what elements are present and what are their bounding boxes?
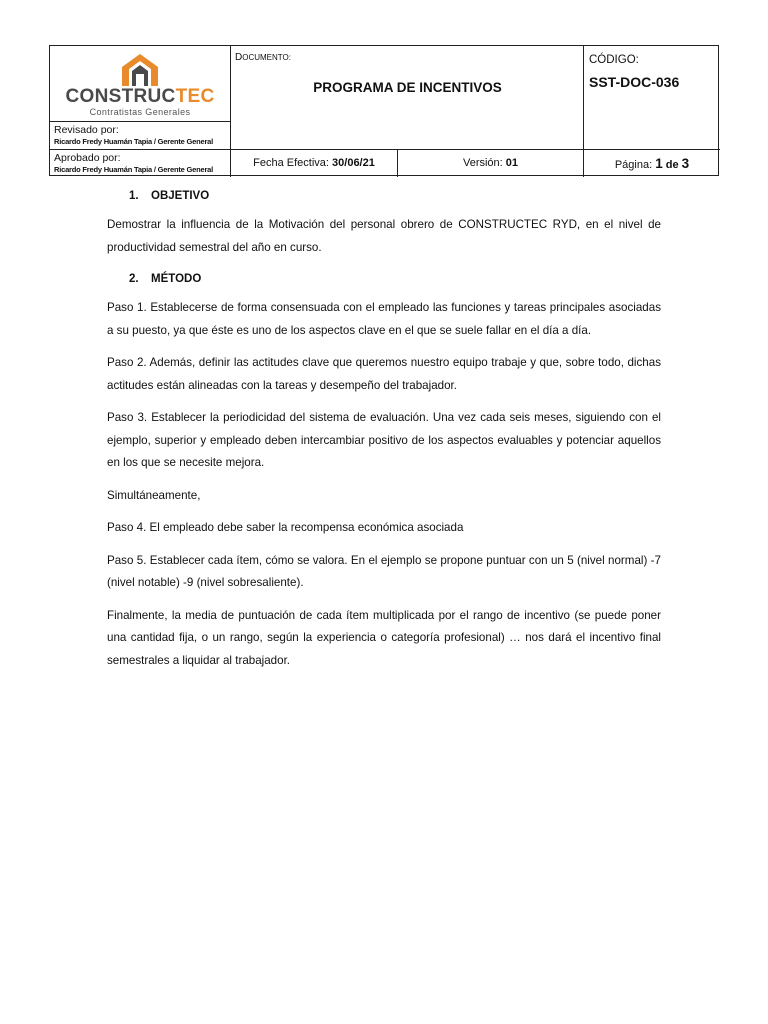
divider	[50, 121, 231, 122]
approved-label: Aprobado por:	[54, 152, 121, 164]
section-heading-objetivo: 1. OBJETIVO	[129, 190, 210, 202]
document-body	[107, 190, 661, 682]
document-title: PROGRAMA DE INCENTIVOS	[313, 80, 502, 95]
company-logo	[50, 46, 230, 121]
step-3-paragraph: Paso 3. Establecer la periodicidad del sistema de evaluación. Una vez cada seis meses, siguiendo con el ejemplo, superior y empleado deben intercambiar positivo de los aspectos evaluables y potenciar aquellos en los que se necesite mejora.	[107, 411, 661, 469]
reviewed-by: Ricardo Fredy Huamán Tapia / Gerente General	[54, 137, 214, 146]
effective-date: Fecha Efectiva: 30/06/21	[253, 157, 375, 169]
house-icon	[120, 53, 160, 87]
version: Versión: 01	[462, 157, 519, 169]
section-heading-metodo: 2. MÉTODO	[129, 273, 202, 285]
step-2-paragraph: Paso 2. Además, definir las actitudes clave que queremos nuestro equipo trabaje y que, sobre todo, dichas actitudes están alineadas con la tareas y desempeño del trabajador.	[107, 356, 661, 392]
approved-by: Ricardo Fredy Huamán Tapia / Gerente General	[54, 165, 214, 174]
page-number: Página: 1 de 3	[614, 156, 690, 171]
logo-wordmark: CONSTRUCTEC	[65, 86, 215, 107]
step-4-paragraph: Paso 4. El empleado debe saber la recompensa económica asociada	[107, 521, 464, 534]
simultaneously-paragraph: Simultáneamente,	[107, 488, 201, 502]
code-value: SST-DOC-036	[589, 74, 680, 90]
reviewed-label: Revisado por:	[54, 124, 119, 136]
document-label: DOCUMENTO:	[235, 52, 291, 63]
final-paragraph: Finalmente, la media de puntuación de cada ítem multiplicada por el rango de incentivo (se puede poner una cantidad fija, o un rango, según la experiencia o categoría profesional) … nos dará el incentivo final semestrales a liquidar al trabajador.	[107, 608, 661, 667]
document-header	[49, 45, 719, 176]
code-label: CÓDIGO:	[589, 54, 639, 66]
step-5-paragraph: Paso 5. Establecer cada ítem, cómo se valora. En el ejemplo se propone puntuar con un 5 (nivel normal) -7 (nivel notable) -9 (nivel sobresaliente).	[107, 553, 661, 589]
logo-tagline: Contratistas Generales	[89, 107, 191, 117]
objective-paragraph: Demostrar la influencia de la Motivación del personal obrero de CONSTRUCTEC RYD, en el nivel de productividad semestral del año en curso.	[107, 218, 661, 254]
step-1-paragraph: Paso 1. Establecerse de forma consensuada con el empleado las funciones y tareas principales asociadas a su puesto, ya que éste es uno de los aspectos clave en el que se suele fallar en el día a día.	[107, 301, 661, 337]
